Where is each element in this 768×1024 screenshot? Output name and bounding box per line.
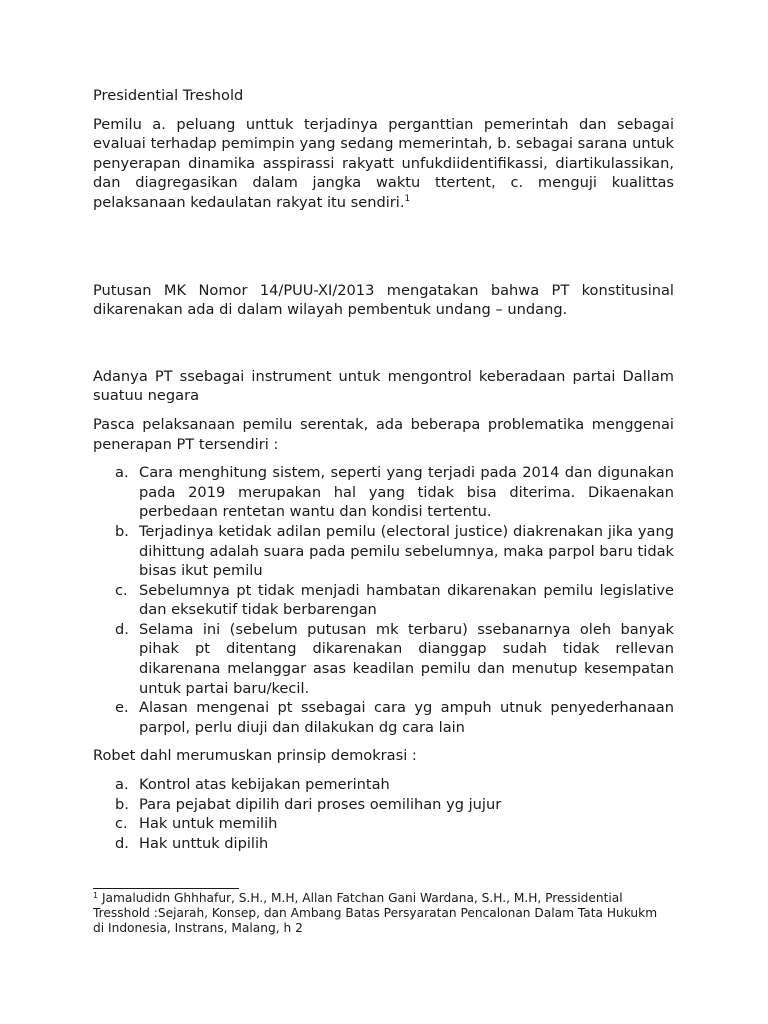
list-item — [93, 795, 674, 815]
list-marker: e. — [115, 699, 129, 717]
list-item-text: Alasan mengenai pt ssebagai cara yg ampuh utnuk penyederhanaan parpol, perlu diuji dan dilakukan dg cara lain — [139, 699, 674, 736]
list-item — [93, 834, 674, 854]
footnote-separator — [93, 888, 239, 889]
list-item — [93, 814, 674, 834]
problematika-list — [93, 463, 674, 737]
spacer — [93, 222, 674, 281]
list-marker: a. — [115, 464, 129, 482]
list-item-text: Sebelumnya pt tidak menjadi hambatan dikarenakan pemilu legislative dan eksekutif tidak berbarengan — [139, 581, 674, 619]
footnote — [93, 891, 668, 936]
list-marker: a. — [115, 776, 129, 794]
paragraph-problematika: Pasca pelaksanaan pemilu serentak, ada beberapa problematika menggenai penerapan PT tersendiri : — [93, 415, 674, 453]
list-marker: d. — [115, 834, 129, 852]
list-item — [93, 698, 674, 737]
democracy-principles-list — [93, 775, 674, 853]
list-item-text: Terjadinya ketidak adilan pemilu (electoral justice) diakrenakan jika yang dihittung adalah suara pada pemilu sebelumnya, maka parpol baru tidak bisas ikut pemilu — [139, 522, 674, 580]
list-marker: c. — [115, 815, 128, 833]
list-item-text: Hak untuk memilih — [139, 815, 278, 833]
list-item — [93, 463, 674, 522]
list-item — [93, 775, 674, 795]
spacer — [93, 329, 674, 367]
paragraph-robert-dahl: Robet dahl merumuskan prinsip demokrasi : — [93, 747, 417, 765]
list-item-text: Selama ini (sebelum putusan mk terbaru) ssebanarnya oleh banyak pihak pt ditentang dikarenakan dianggap sudah tidak rellevan dikarenana melanggar asas keadilan pemilu dan menutup kesempatan untuk partai baru/kecil. — [139, 620, 674, 697]
list-marker: b. — [115, 522, 129, 540]
list-item-text: Hak unttuk dipilih — [139, 834, 269, 852]
list-marker: c. — [115, 581, 128, 599]
footnote-reference[interactable]: 1 — [404, 193, 411, 204]
paragraph-pemilu-text: Pemilu a. peluang unttuk terjadinya perganttian pemerintah dan sebagai evaluai terhadap pemimpin yang sedang memerintah, b. sebagai sarana untuk penyerapan dinamika asspirassi rakyatt unfukdiidentifikassi, diartikulassikan, dan diagregasikan dalam jangka waktu ttertent, c. menguji kualittas pelaksanaan kedaulatan rakyat itu sendiri. — [93, 115, 674, 211]
document-title: Presidential Treshold — [93, 87, 244, 104]
list-marker: d. — [115, 620, 129, 638]
list-item-text: Kontrol atas kebijakan pemerintah — [139, 776, 390, 794]
list-item — [93, 581, 674, 620]
list-item — [93, 620, 674, 698]
footnote-number: 1 — [93, 891, 99, 900]
list-item — [93, 522, 674, 581]
paragraph-instrument: Adanya PT ssebagai instrument untuk mengontrol keberadaan partai Dallam suatuu negara — [93, 367, 674, 405]
paragraph-pemilu — [93, 115, 674, 213]
list-marker: b. — [115, 795, 129, 813]
list-item-text: Para pejabat dipilih dari proses oemilihan yg jujur — [139, 795, 502, 813]
footnote-text: Jamaludidn Ghhhafur, S.H., M.H, Allan Fatchan Gani Wardana, S.H., M.H, Pressidential Tresshold :Sejarah, Konsep, dan Ambang Batas Persyaratan Pencalonan Dalam Tata Hukukm di Indonesia, Instrans, Malang, h 2 — [93, 891, 658, 935]
paragraph-putusan-mk: Putusan MK Nomor 14/PUU-XI/2013 mengatakan bahwa PT konstitusinal dikarenakan ada di dalam wilayah pembentuk undang – undang. — [93, 281, 674, 319]
list-item-text: Cara menghitung sistem, seperti yang terjadi pada 2014 dan digunakan pada 2019 merupakan hal yang tidak bisa diterima. Dikaenakan perbedaan rentetan wantu dan kondisi tertentu. — [139, 464, 674, 521]
